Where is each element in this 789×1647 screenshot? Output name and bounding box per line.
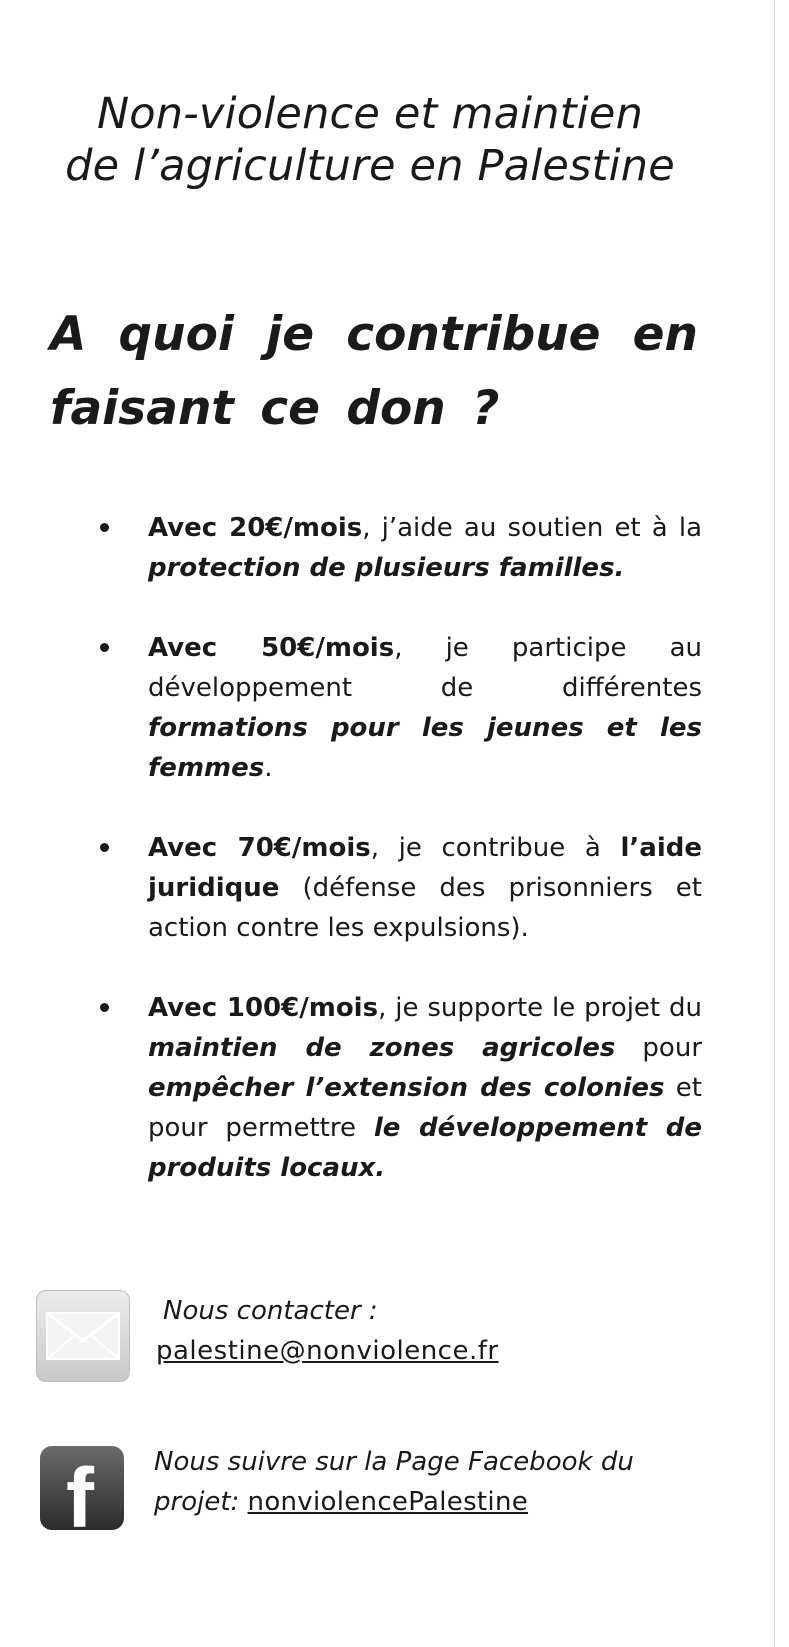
item-text-1: , je participe au développement de différentes <box>148 633 702 703</box>
item-text-1: , je contribue à <box>370 833 621 863</box>
item-emphasis-1: maintien de zones agricoles <box>148 1033 616 1063</box>
contact-section <box>36 1290 716 1380</box>
item-text-3: et pour permettre <box>148 1073 702 1143</box>
bullet-icon <box>100 523 109 532</box>
contribution-text <box>148 628 702 788</box>
item-text-1: , je supporte le projet du <box>378 993 702 1023</box>
item-emphasis-3: le développement de produits locaux. <box>148 1113 702 1183</box>
amount-label: Avec 20€/mois <box>148 513 363 543</box>
item-text-2: pour <box>615 1033 703 1063</box>
contribution-item <box>100 828 702 948</box>
bullet-icon <box>100 643 109 652</box>
item-emphasis-1: protection de plusieurs familles. <box>148 553 625 583</box>
title-line-1: Non-violence et maintien <box>96 89 644 139</box>
envelope-icon <box>36 1290 130 1382</box>
amount-label: Avec 100€/mois <box>148 993 379 1023</box>
contribution-text <box>148 508 702 588</box>
bullet-icon <box>100 843 109 852</box>
contribution-item <box>100 628 702 788</box>
facebook-label: Nous suivre sur la Page Facebook du projet: <box>154 1447 634 1517</box>
facebook-text <box>154 1442 694 1522</box>
item-emphasis-2: empêcher l’extension des colonies <box>148 1073 665 1103</box>
contact-label: Nous contacter : <box>163 1296 378 1326</box>
amount-label: Avec 50€/mois <box>148 633 395 663</box>
facebook-page-link[interactable]: nonviolencePalestine <box>247 1487 529 1517</box>
amount-label: Avec 70€/mois <box>148 833 371 863</box>
title-line-2: de l’agriculture en Palestine <box>65 141 675 191</box>
page-edge <box>774 0 775 1647</box>
facebook-icon[interactable]: f <box>40 1446 124 1530</box>
item-emphasis-1: formations pour les jeunes et les femmes <box>148 713 702 783</box>
item-text-2: (défense des prisonniers et action contre les expulsions). <box>148 873 702 943</box>
page-title <box>40 88 700 192</box>
item-text-2: . <box>264 753 273 783</box>
contribution-item <box>100 508 702 588</box>
contribution-item <box>100 988 702 1188</box>
item-emphasis-1: l’aide juridique <box>148 833 702 903</box>
contribution-text <box>148 988 702 1188</box>
item-text-1: , j’aide au soutien et à la <box>362 513 702 543</box>
facebook-section <box>40 1446 720 1532</box>
contact-email-link[interactable]: palestine@nonviolence.fr <box>156 1336 499 1366</box>
contribution-list <box>100 508 702 1188</box>
contribution-text <box>148 828 702 948</box>
bullet-icon <box>100 1003 109 1012</box>
donation-question: A quoi je contribue en faisant ce don ? <box>50 307 698 436</box>
